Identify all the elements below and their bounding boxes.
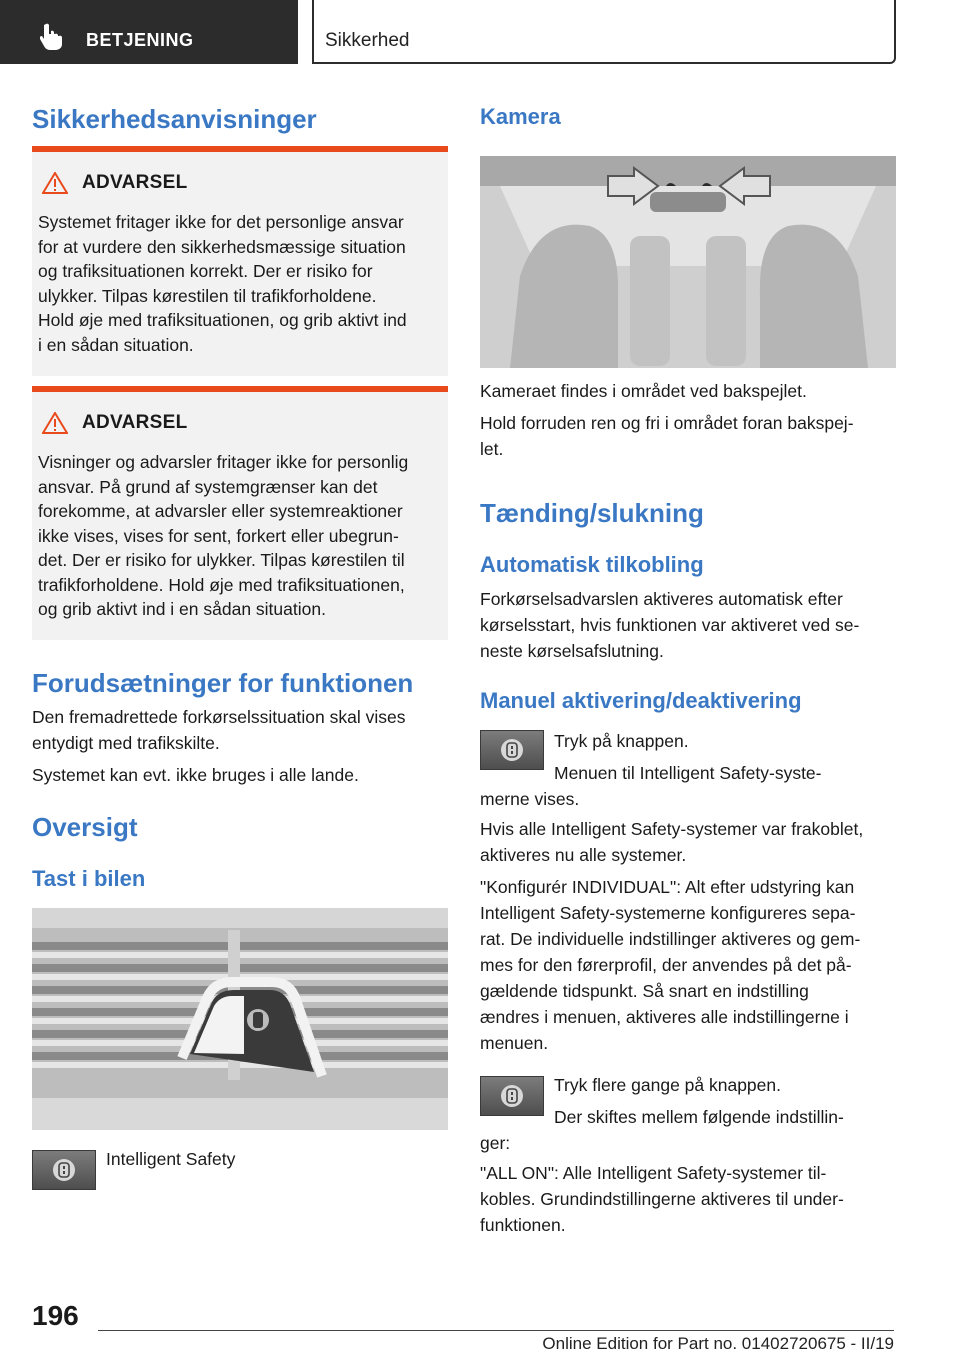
grille-button-photo	[32, 908, 448, 1130]
car-interior-illustration	[480, 156, 896, 368]
warning-triangle-icon	[42, 172, 68, 194]
warning-title-2: ADVARSEL	[82, 412, 188, 433]
step-menu-result-line2: merne vises.	[480, 789, 580, 809]
button-in-car-title: Tast i bilen	[32, 866, 146, 891]
step-switch-result-line1: Der skiftes mellem følgende indstillin-	[554, 1107, 844, 1127]
switch-on-off-title: Tænding/slukning	[480, 498, 704, 528]
footer-edition: Online Edition for Part no. 01402720675 - II/19	[542, 1334, 894, 1353]
warning-header-1	[42, 172, 188, 194]
individual-config-text: "Konfigurér INDIVIDUAL": Alt efter udstyring kan Intelligent Safety-systemerne konfigureres sepa- rat. De individuelle indstillinger aktiveres og gem- mes for den førerprofil, der anvendes på det på- gældende tidspunkt. Så snart en indstilling ændres i menuen, aktiveres alle indstillingerne i menuen.	[480, 877, 861, 1053]
warning-box-2	[32, 386, 448, 640]
manual-activation-title: Manuel aktivering/deaktivering	[480, 688, 802, 713]
step-switch-result-line2: ger:	[480, 1133, 511, 1153]
warning-title-1: ADVARSEL	[82, 172, 188, 193]
prerequisites-text: Den fremadrettede forkørselssituation skal vises entydigt med trafikskilte.	[32, 707, 406, 753]
grille-button-illustration	[32, 908, 448, 1130]
all-on-text: "ALL ON": Alle Intelligent Safety-systemer til- kobles. Grundindstillingerne aktiveres til under- funktionen.	[480, 1163, 844, 1235]
camera-cleaning-text: Hold forruden ren og fri i området foran bakspej- let.	[480, 413, 854, 459]
camera-location-photo	[480, 156, 896, 368]
footer-divider	[98, 1330, 894, 1331]
warning-triangle-icon	[42, 412, 68, 434]
prerequisites-note: Systemet kan evt. ikke bruges i alle lande.	[32, 765, 359, 785]
automatic-activation-title: Automatisk tilkobling	[480, 552, 704, 577]
camera-location-text: Kameraet findes i området ved bakspejlet.	[480, 381, 807, 401]
all-off-text: Hvis alle Intelligent Safety-systemer var frakoblet, aktiveres nu alle systemer.	[480, 819, 864, 865]
pointing-hand-icon	[40, 22, 66, 50]
warning-header-2	[42, 412, 188, 434]
header-section-title: BETJENING	[86, 30, 194, 50]
step-press-repeatedly: Tryk flere gange på knappen.	[554, 1075, 781, 1095]
page-number: 196	[32, 1300, 79, 1331]
step-menu-result-line1: Menuen til Intelligent Safety-syste-	[554, 763, 822, 783]
button-caption: Intelligent Safety	[106, 1149, 236, 1169]
intelligent-safety-button-icon	[32, 1150, 96, 1190]
overview-title: Oversigt	[32, 812, 138, 842]
intelligent-safety-button-icon	[480, 1076, 544, 1116]
warning-box-1	[32, 146, 448, 376]
header-chapter-title: Sikkerhed	[325, 30, 410, 51]
camera-title: Kamera	[480, 104, 561, 129]
warning-text-1: Systemet fritager ikke for det personlige ansvar for at vurdere den sikkerhedsmæssige situation og trafiksituationen korrekt. Der er risiko for ulykker. Tilpas kørestilen til trafikforholdene. Hold øje med trafiksituationen, og grib aktivt ind i en sådan situation.	[38, 212, 407, 355]
prerequisites-title: Forudsætninger for funktionen	[32, 668, 414, 698]
safety-instructions-title: Sikkerhedsanvisninger	[32, 104, 317, 134]
intelligent-safety-button-icon	[480, 730, 544, 770]
step-press-button: Tryk på knappen.	[554, 731, 689, 751]
warning-text-2: Visninger og advarsler fritager ikke for personlig ansvar. På grund af systemgrænser kan det forekomme, at advarsler eller systemreaktioner ikke vises, vises for sent, forkert eller ubegrun- det. Der er risiko for ulykker. Tilpas kørestilen til trafikforholdene. Hold øje med trafiksituationen, og grib aktivt ind i en sådan situation.	[38, 452, 409, 619]
automatic-activation-text: Forkørselsadvarslen aktiveres automatisk efter kørselsstart, hvis funktionen var aktiveret ved se- neste kørselsafslutning.	[480, 589, 860, 661]
